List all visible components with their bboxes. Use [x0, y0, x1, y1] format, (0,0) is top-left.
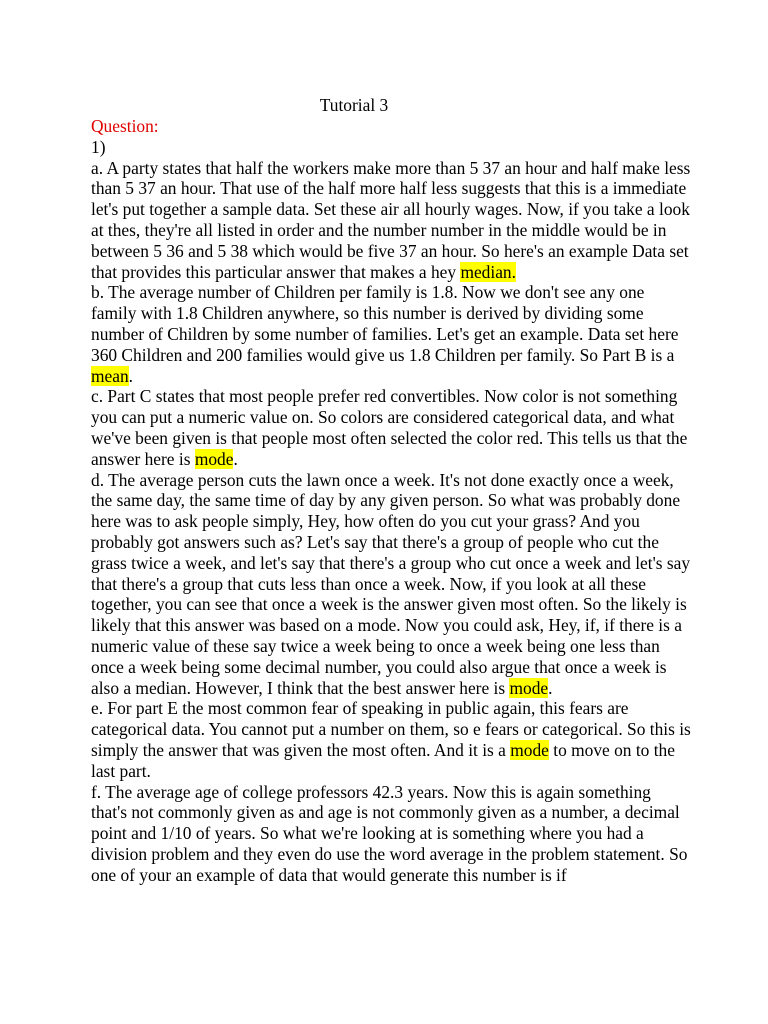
paragraph-text-after: . [233, 448, 238, 469]
highlighted-term: mode [509, 677, 549, 698]
paragraph-text: d. The average person cuts the lawn once a week. It's not done exactly once a week, the same day, the same time of day by any given person. So what was probably done here was to ask people simply, Hey, how often do you cut your grass? And you probably got answers such as? Let's say that there's a group of people who cut the grass twice a week, and let's say that there's a group who cut once a week and let's say that there's a group that cuts less than once a week. Now, if you look at all these together, you can see that once a week is the answer given most often. So the likely is likely that this answer was based on a mode. Now you could ask, Hey, if, if there is a numeric value of these say twice a week being to once a week being one less than once a week being some decimal number, you could also argue that once a week is also a median. However, I think that the best answer here is [91, 469, 691, 698]
paragraph-text-after: . [128, 365, 134, 386]
question-number: 1) [91, 136, 106, 157]
paragraph-text-after: to move on to the last part. [91, 739, 675, 781]
answer-paragraph-f [91, 782, 691, 886]
answer-paragraph-d [91, 470, 691, 699]
highlighted-term: mode [194, 448, 234, 469]
document-title: Tutorial 3 [319, 95, 389, 115]
paragraph-text-after: . [548, 677, 553, 698]
document-body [91, 116, 691, 885]
answer-paragraph-e [91, 698, 691, 781]
answer-paragraph-c [91, 386, 691, 469]
highlighted-term: median. [460, 261, 516, 282]
paragraph-text: c. Part C states that most people prefer red convertibles. Now color is not something you can put a numeric value on. So colors are considered categorical data, and what we've been given is that people most often selected the color red. This tells us that the answer here is [91, 386, 688, 469]
answer-paragraph-a [91, 158, 691, 283]
paragraph-text: a. A party states that half the workers make more than 5 37 an hour and half make less than 5 37 an hour. That use of the half more half less suggests that this is a immediate let's put together a sample data. Set these air all hourly wages. Now, if you take a look at thes, they're all listed in order and the number number in the middle would be in between 5 36 and 5 38 which would be five 37 an hour. So here's an example Data set that provides this particular answer that makes a hey [91, 157, 691, 282]
answer-paragraph-b [91, 282, 691, 386]
highlighted-term: mean [91, 365, 129, 386]
paragraph-text: e. For part E the most common fear of speaking in public again, this fears are categorical data. You cannot put a number on them, so e fears or categorical. So this is simply the answer that was given the most often. And it is a [91, 698, 691, 760]
question-label: Question: [91, 116, 159, 136]
paragraph-text: b. The average number of Children per family is 1.8. Now we don't see any one family with 1.8 Children anywhere, so this number is derived by dividing some number of Children by some number of families. Let's get an example. Data set here 360 Children and 200 families would give us 1.8 Children per family. So Part B is a [91, 282, 679, 365]
paragraph-text: f. The average age of college professors 42.3 years. Now this is again something that's not commonly given as and age is not commonly given as a number, a decimal point and 1/10 of years. So what we're looking at is something where you had a division problem and they even do use the word average in the problem statement. So one of your an example of data that would generate this number is if [91, 781, 688, 885]
highlighted-term: mode [510, 739, 549, 760]
